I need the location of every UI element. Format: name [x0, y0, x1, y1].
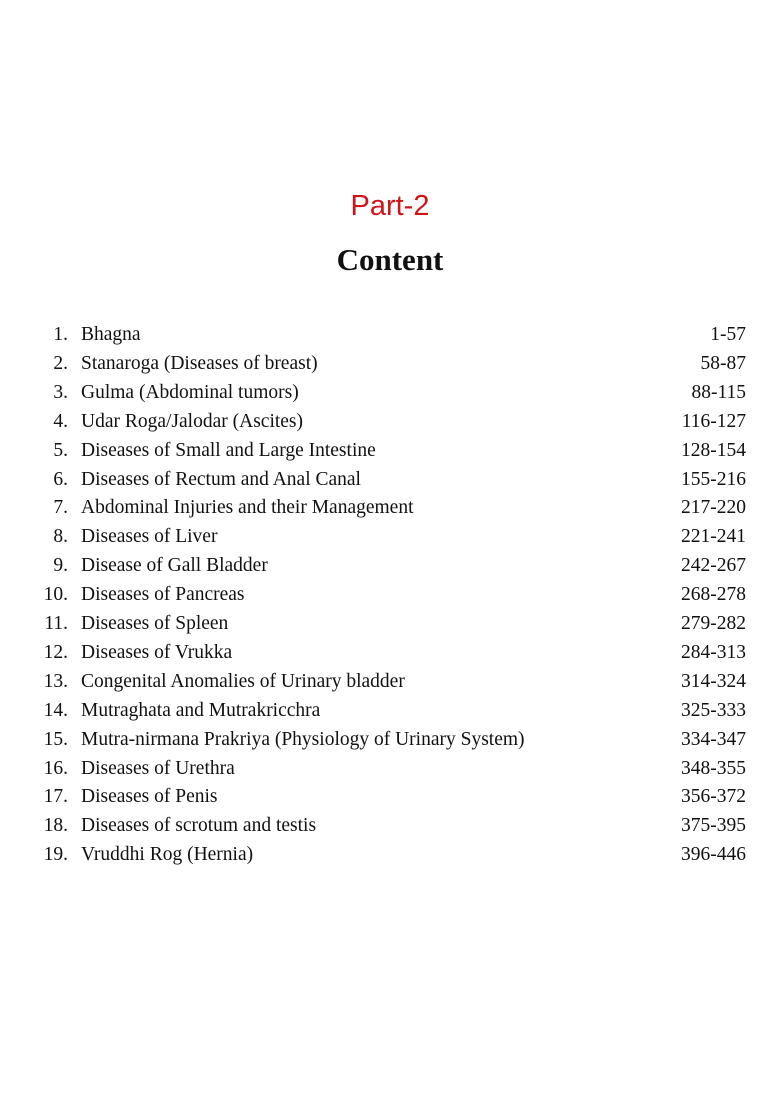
entry-number: 14.	[43, 699, 68, 721]
entry-pages: 325-333	[681, 699, 746, 721]
entry-title: Diseases of Rectum and Anal Canal	[81, 468, 361, 490]
entry-pages: 242-267	[681, 555, 746, 577]
entry-number: 11.	[44, 613, 68, 634]
entry-pages: 284-313	[681, 641, 746, 663]
entry-title: Congenital Anomalies of Urinary bladder	[81, 670, 405, 692]
entry-title: Gulma (Abdominal tumors)	[81, 381, 299, 403]
entry-title: Diseases of Vrukka	[81, 641, 233, 663]
entry-title: Mutra-nirmana Prakriya (Physiology of Urinary System)	[81, 728, 525, 750]
entry-number: 19.	[43, 844, 68, 866]
entry-title: Diseases of Urethra	[81, 757, 235, 779]
entry-pages: 88-115	[691, 381, 746, 403]
toc-entry	[0, 609, 780, 638]
entry-number: 1.	[53, 324, 68, 345]
entry-pages: 334-347	[681, 728, 746, 750]
entry-title: Diseases of scrotum and testis	[81, 815, 317, 837]
entry-number: 8.	[53, 526, 68, 548]
part-heading: Part-2	[350, 190, 430, 222]
entry-pages: 1-57	[710, 324, 746, 345]
entry-pages: 375-395	[681, 815, 746, 837]
entry-pages: 116-127	[681, 410, 746, 432]
entry-number: 5.	[53, 439, 68, 461]
entry-number: 2.	[53, 352, 68, 374]
entry-pages: 155-216	[681, 468, 746, 490]
entry-pages: 58-87	[700, 352, 746, 374]
page-title: Content	[336, 242, 444, 277]
entry-pages: 217-220	[681, 497, 746, 519]
entry-pages: 268-278	[681, 584, 746, 606]
toc-entry	[0, 349, 780, 378]
entry-title: Mutraghata and Mutrakricchra	[81, 699, 321, 721]
entry-title: Diseases of Small and Large Intestine	[81, 439, 376, 461]
entry-pages: 279-282	[681, 613, 746, 634]
entry-title: Diseases of Spleen	[81, 613, 229, 634]
entry-number: 6.	[53, 468, 68, 490]
entry-title: Vruddhi Rog (Hernia)	[81, 844, 254, 866]
entry-number: 15.	[43, 728, 68, 750]
entry-title: Bhagna	[81, 324, 141, 345]
toc-entry	[0, 493, 780, 522]
entry-number: 16.	[43, 757, 68, 779]
toc-entry	[0, 840, 780, 869]
entry-title: Diseases of Pancreas	[81, 584, 245, 606]
entry-title: Udar Roga/Jalodar (Ascites)	[81, 410, 304, 432]
entry-title: Abdominal Injuries and their Management	[81, 497, 414, 519]
toc-entry	[0, 580, 780, 609]
toc-entry	[0, 407, 780, 436]
entry-title: Stanaroga (Diseases of breast)	[81, 352, 318, 374]
entry-number: 18.	[43, 815, 68, 837]
toc-entry	[0, 696, 780, 725]
toc-entry	[0, 551, 780, 580]
toc-entry	[0, 754, 780, 783]
toc-entry	[0, 811, 780, 840]
entry-pages: 314-324	[681, 670, 746, 692]
toc-entry	[0, 782, 780, 811]
entry-title: Diseases of Liver	[81, 526, 218, 548]
toc-entry	[0, 667, 780, 696]
toc-entry	[0, 436, 780, 465]
entry-number: 3.	[53, 381, 68, 403]
entry-number: 10.	[43, 584, 68, 606]
toc-entry	[0, 725, 780, 754]
toc-entry	[0, 378, 780, 407]
entry-title: Diseases of Penis	[81, 786, 218, 808]
entry-number: 13.	[43, 670, 68, 692]
toc-entry	[0, 638, 780, 667]
entry-pages: 348-355	[681, 757, 746, 779]
entry-pages: 396-446	[681, 844, 746, 866]
toc-entry	[0, 522, 780, 551]
entry-pages: 128-154	[681, 439, 746, 461]
entry-number: 17.	[43, 786, 68, 808]
toc-entry	[0, 320, 780, 349]
entry-title: Disease of Gall Bladder	[81, 555, 268, 577]
toc-entry	[0, 465, 780, 494]
entry-number: 4.	[53, 410, 68, 432]
entry-number: 7.	[53, 497, 68, 519]
entry-number: 12.	[43, 641, 68, 663]
entry-pages: 356-372	[681, 786, 746, 808]
entry-pages: 221-241	[681, 526, 746, 548]
entry-number: 9.	[53, 555, 68, 577]
